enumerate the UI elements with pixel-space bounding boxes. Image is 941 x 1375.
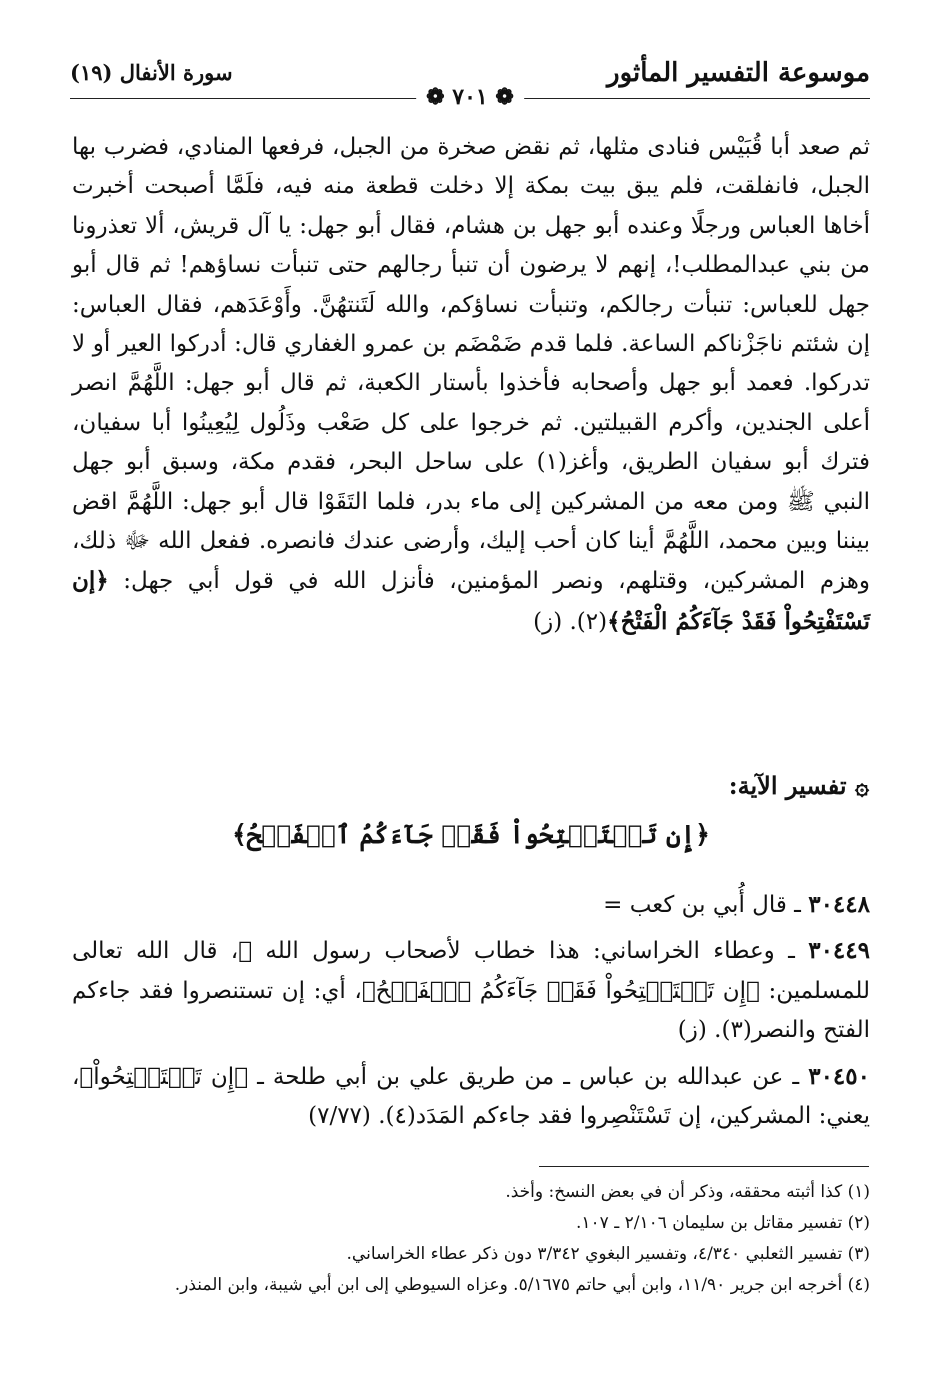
entry-text: ـ وعطاء الخراساني: هذا خطاب لأصحاب رسول الله ﷺ، قال الله تعالى للمسلمين: ﴿إِن تَسۡتَفۡتِحُواْ فَقَدۡ جَآءَكُمُ ٱلۡفَتۡحُ﴾، أي: إن تستنصروا فقد جاءكم الفتح والنصر(٣). (ز) [72, 938, 870, 1044]
footnote-1: (١) كذا أثبته محققه، وذكر أن في بعض النسخ: وأخذ. [505, 1182, 870, 1202]
ornament-icon: ❁ [426, 84, 453, 110]
ornament-icon: ❁ [487, 84, 514, 110]
entry-30448 [72, 885, 870, 925]
entry-text: ـ عن عبدالله بن عباس ـ من طريق علي بن أبي طلحة ـ ﴿إِن تَسۡتَفۡتِحُواْ﴾، يعني: المشركين، إن تَسْتَنْصِروا فقد جاءكم المَدَد(٤). (٧/٧٧) [72, 1063, 870, 1130]
narrative-end: (٢). (ز) [533, 608, 608, 635]
entry-text: ـ قال أُبي بن كعب = [603, 892, 809, 918]
footnotes [72, 1177, 870, 1301]
entry-number: ٣٠٤٥٠ [808, 1062, 870, 1090]
entries-list [72, 885, 870, 1142]
surah-label: سورة الأنفال (١٩) [70, 60, 233, 85]
book-title: موسوعة التفسير المأثور [607, 58, 870, 88]
narrative-text: ثم صعد أبا قُبَيْس فنادى مثلها، ثم نقض صخرة من الجبل، فرفعها المنادي، فضرب بها الجبل، فانفلقت، فلم يبق بيت بمكة إلا دخلت قطعة منه فيه، فلَمَّا أصبحت أخبرت أخاها العباس ورجلًا وعنده أبو جهل بن هشام، فقال أبو جهل: يا آل قريش، ألا تعذرونا من بني عبدالمطلب!، إنهم لا يرضون أن تنبأ رجالهم حتى تنبأت نساؤهم! ثم قال أبو جهل للعباس: تنبأت رجالكم، وتنبأت نساؤكم، والله لَتَنتهُنَّ. وأَوْعَدَهم، فقال العباس: إن شئتم ناجَزْناكم الساعة. فلما قدم ضَمْضَم بن عمرو الغفاري قال: أدركوا العير أو لا تدركوا. فعمد أبو جهل وأصحابه فأخذوا بأستار الكعبة، ثم قال أبو جهل: اللَّهُمَّ انصر أعلى الجندين، وأكرم القبيلتين. ثم خرجوا على كل صَعْب وذَلُول لِيُعِينُوا أبا سفيان، فترك أبو سفيان الطريق، وأغز(١) على ساحل البحر، فقدم مكة، وسبق أبو جهل النبي ﷺ ومن معه من المشركين إلى ماء بدر، فلما التَقَوْا قال أبو جهل: اللَّهُمَّ اقض بيننا وبين محمد، اللَّهُمَّ أينا كان أحب إليك، وأرضى عندك فانصره. ففعل الله ﷻ ذلك، وهزم المشركين، وقتلهم، ونصر المؤمنين، فأنزل الله في قول أبي جهل: [72, 134, 870, 595]
section-heading: ۞ تفسير الآية: [728, 771, 869, 800]
running-header [70, 58, 870, 108]
footnote-2: (٢) تفسير مقاتل بن سليمان ٢/١٠٦ ـ ١٠٧. [576, 1213, 870, 1233]
footnote-3: (٣) تفسير الثعلبي ٤/٣٤٠، وتفسير البغوي ٣/٣٤٢ دون ذكر عطاء الخراساني. [346, 1244, 870, 1264]
footnote-rule [539, 1166, 869, 1167]
entry-30450 [72, 1057, 870, 1137]
page-number: ❁ ٧٠١ ❁ [416, 84, 524, 110]
narrative-ayah: ﴿إن تَسْتَفْتِحُواْ فَقَدْ جَآءَكُمُ الْفَتْحُ﴾ [72, 567, 870, 635]
entry-number: ٣٠٤٤٨ [808, 891, 870, 918]
entry-30449 [72, 931, 870, 1050]
entry-number: ٣٠٤٤٩ [808, 937, 870, 965]
narrative-paragraph [72, 128, 870, 642]
center-ayah: ﴿إِن تَسۡتَفۡتِحُواْ فَقَدۡ جَآءَكُمُ ٱلۡفَتۡحُ﴾ [232, 820, 710, 849]
footnote-4: (٤) أخرجه ابن جرير ١١/٩٠، وابن أبي حاتم ٥/١٦٧٥. وعزاه السيوطي إلى ابن أبي شيبة، وابن المنذر. [174, 1275, 870, 1295]
